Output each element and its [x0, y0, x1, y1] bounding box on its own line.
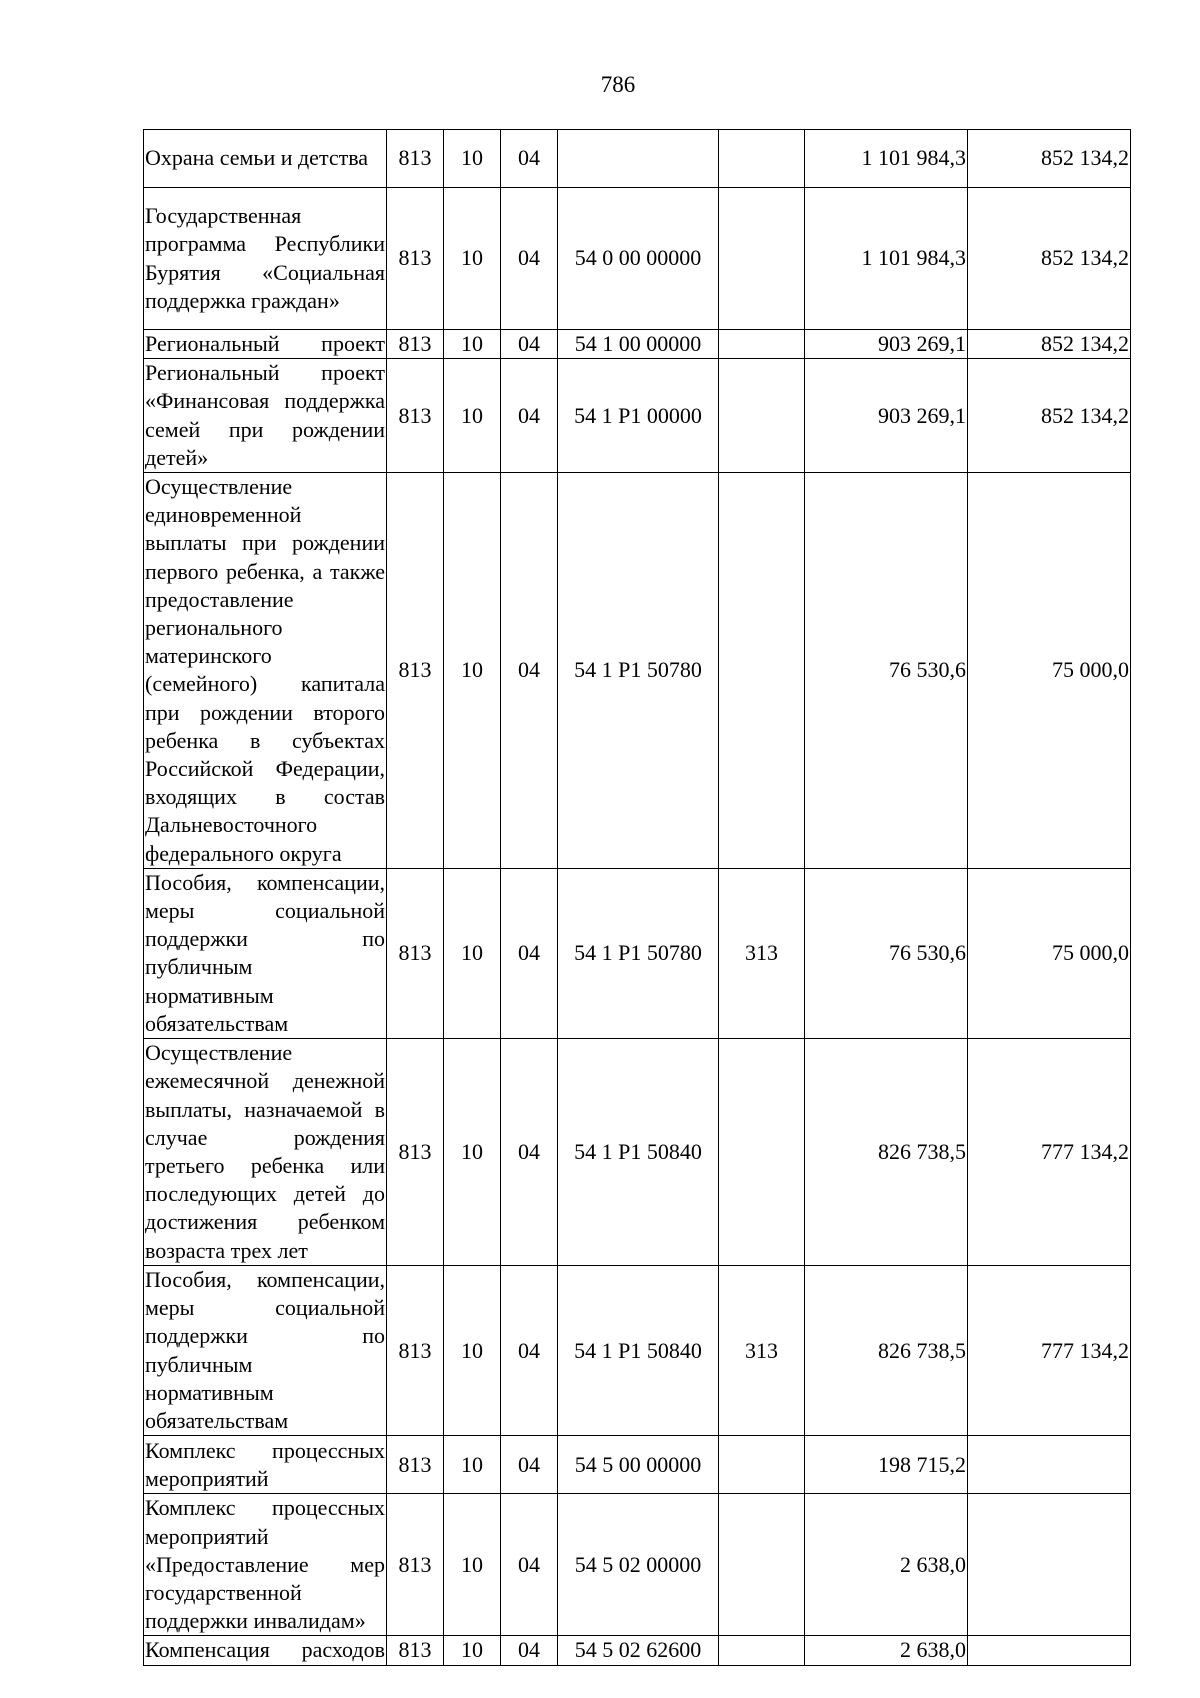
cell-amount-2: 852 134,2 [968, 359, 1131, 473]
table-body [144, 130, 1131, 1666]
cell-amount-1: 76 530,6 [805, 868, 968, 1038]
cell-section-code: 10 [444, 330, 501, 359]
cell-section-code: 10 [444, 473, 501, 869]
page-number: 786 [600, 72, 636, 97]
cell-section-code: 10 [444, 1494, 501, 1636]
cell-ministry-code: 813 [387, 1039, 444, 1266]
cell-expense-type [719, 359, 805, 473]
cell-section-code: 10 [444, 359, 501, 473]
cell-subsection-code: 04 [501, 1039, 558, 1266]
table-row [144, 330, 1131, 359]
table-row [144, 188, 1131, 330]
cell-expense-type [719, 188, 805, 330]
cell-amount-1: 1 101 984,3 [805, 130, 968, 188]
cell-target-article: 54 1 Р1 00000 [558, 359, 719, 473]
cell-ministry-code: 813 [387, 1494, 444, 1636]
cell-name: Комплекс процессных мероприятий «Предоставление мер государственной поддержки инвалидам» [144, 1494, 387, 1636]
table-row [144, 1436, 1131, 1494]
cell-amount-1: 1 101 984,3 [805, 188, 968, 330]
cell-name: Государственная программа Республики Бурятия «Социальная поддержка граждан» [144, 188, 387, 330]
cell-subsection-code: 04 [501, 1494, 558, 1636]
cell-target-article: 54 0 00 00000 [558, 188, 719, 330]
cell-section-code: 10 [444, 1436, 501, 1494]
cell-subsection-code: 04 [501, 473, 558, 869]
cell-expense-type: 313 [719, 1266, 805, 1436]
cell-subsection-code: 04 [501, 1266, 558, 1436]
cell-expense-type [719, 1636, 805, 1665]
cell-expense-type [719, 130, 805, 188]
cell-target-article: 54 1 Р1 50840 [558, 1039, 719, 1266]
cell-ministry-code: 813 [387, 1266, 444, 1436]
table-row [144, 130, 1131, 188]
cell-ministry-code: 813 [387, 188, 444, 330]
cell-subsection-code: 04 [501, 1636, 558, 1665]
cell-amount-1: 198 715,2 [805, 1436, 968, 1494]
cell-target-article [558, 130, 719, 188]
cell-amount-2: 777 134,2 [968, 1266, 1131, 1436]
cell-expense-type [719, 1436, 805, 1494]
cell-subsection-code: 04 [501, 330, 558, 359]
cell-subsection-code: 04 [501, 868, 558, 1038]
cell-section-code: 10 [444, 188, 501, 330]
cell-amount-2 [968, 1636, 1131, 1665]
cell-target-article: 54 5 02 00000 [558, 1494, 719, 1636]
cell-target-article: 54 1 00 00000 [558, 330, 719, 359]
cell-target-article: 54 5 02 62600 [558, 1636, 719, 1665]
cell-target-article: 54 1 Р1 50840 [558, 1266, 719, 1436]
cell-target-article: 54 1 Р1 50780 [558, 868, 719, 1038]
cell-amount-1: 2 638,0 [805, 1494, 968, 1636]
cell-subsection-code: 04 [501, 130, 558, 188]
cell-ministry-code: 813 [387, 868, 444, 1038]
cell-ministry-code: 813 [387, 1436, 444, 1494]
cell-section-code: 10 [444, 130, 501, 188]
cell-section-code: 10 [444, 1636, 501, 1665]
cell-ministry-code: 813 [387, 330, 444, 359]
table-row [144, 1266, 1131, 1436]
cell-amount-1: 2 638,0 [805, 1636, 968, 1665]
cell-name: Пособия, компенсации, меры социальной поддержки по публичным нормативным обязательствам [144, 1266, 387, 1436]
table-row [144, 359, 1131, 473]
cell-ministry-code: 813 [387, 1636, 444, 1665]
cell-amount-2 [968, 1436, 1131, 1494]
cell-expense-type [719, 1494, 805, 1636]
cell-expense-type [719, 1039, 805, 1266]
cell-amount-2: 777 134,2 [968, 1039, 1131, 1266]
cell-target-article: 54 1 Р1 50780 [558, 473, 719, 869]
cell-amount-2: 852 134,2 [968, 188, 1131, 330]
cell-amount-2: 852 134,2 [968, 330, 1131, 359]
cell-name: Региональный проект [144, 330, 387, 359]
table-row [144, 868, 1131, 1038]
cell-subsection-code: 04 [501, 188, 558, 330]
cell-name: Региональный проект «Финансовая поддержка семей при рождении детей» [144, 359, 387, 473]
cell-amount-2: 852 134,2 [968, 130, 1131, 188]
cell-target-article: 54 5 00 00000 [558, 1436, 719, 1494]
cell-subsection-code: 04 [501, 359, 558, 473]
cell-section-code: 10 [444, 868, 501, 1038]
cell-name: Осуществление ежемесячной денежной выплаты, назначаемой в случае рождения третьего ребенка или последующих детей до достижения ребенком возраста трех лет [144, 1039, 387, 1266]
cell-section-code: 10 [444, 1039, 501, 1266]
cell-amount-2 [968, 1494, 1131, 1636]
cell-name: Охрана семьи и детства [144, 130, 387, 188]
cell-expense-type: 313 [719, 868, 805, 1038]
cell-name: Компенсация расходов [144, 1636, 387, 1665]
cell-expense-type [719, 473, 805, 869]
cell-section-code: 10 [444, 1266, 501, 1436]
cell-amount-1: 903 269,1 [805, 330, 968, 359]
table-row [144, 473, 1131, 869]
cell-amount-2: 75 000,0 [968, 473, 1131, 869]
cell-expense-type [719, 330, 805, 359]
cell-subsection-code: 04 [501, 1436, 558, 1494]
cell-amount-1: 826 738,5 [805, 1266, 968, 1436]
cell-ministry-code: 813 [387, 473, 444, 869]
table-row [144, 1039, 1131, 1266]
cell-name: Пособия, компенсации, меры социальной поддержки по публичным нормативным обязательствам [144, 868, 387, 1038]
cell-ministry-code: 813 [387, 130, 444, 188]
table-row [144, 1636, 1131, 1665]
table-row [144, 1494, 1131, 1636]
cell-name: Осуществление единовременной выплаты при рождении первого ребенка, а также предоставление регионального материнского (семейного) капитала при рождении второго ребенка в субъектах Российской Федерации, входящих в состав Дальневосточного федерального округа [144, 473, 387, 869]
cell-amount-1: 903 269,1 [805, 359, 968, 473]
cell-amount-2: 75 000,0 [968, 868, 1131, 1038]
cell-ministry-code: 813 [387, 359, 444, 473]
cell-name: Комплекс процессных мероприятий [144, 1436, 387, 1494]
cell-amount-1: 76 530,6 [805, 473, 968, 869]
cell-amount-1: 826 738,5 [805, 1039, 968, 1266]
budget-table [143, 129, 1131, 1666]
